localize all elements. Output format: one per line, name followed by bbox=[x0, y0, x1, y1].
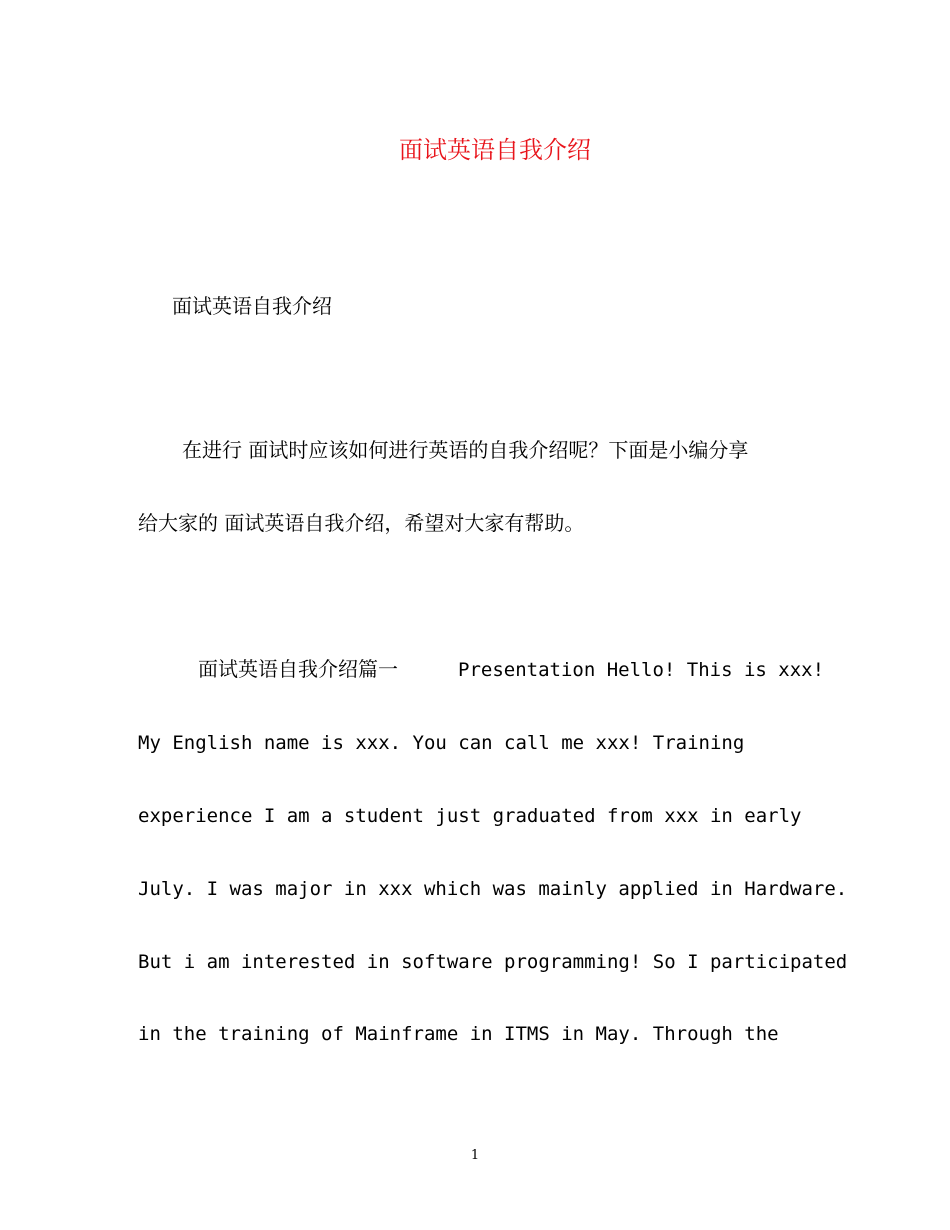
body-line-2: My English name is xxx. You can call me xxx! Training bbox=[138, 732, 745, 754]
page-number: 1 bbox=[470, 1148, 480, 1163]
body-line-3: experience I am a student just graduated from xxx in early bbox=[138, 805, 802, 827]
section-heading: 面试英语自我介绍篇一 bbox=[198, 657, 398, 681]
body-line-1: Presentation Hello! This is xxx! bbox=[458, 659, 825, 681]
body-line-4: July. I was major in xxx which was mainly applied in Hardware. bbox=[138, 878, 848, 900]
body-line-6: in the training of Mainframe in ITMS in May. Through the bbox=[138, 1023, 779, 1045]
body-line-5: But i am interested in software programming! So I participated bbox=[138, 951, 848, 973]
document-subtitle: 面试英语自我介绍 bbox=[172, 294, 332, 318]
intro-paragraph-line-2: 给大家的 面试英语自我介绍，希望对大家有帮助。 bbox=[138, 511, 585, 535]
document-title: 面试英语自我介绍 bbox=[399, 136, 591, 164]
intro-paragraph-line-1: 在进行 面试时应该如何进行英语的自我介绍呢？下面是小编分享 bbox=[182, 438, 749, 462]
